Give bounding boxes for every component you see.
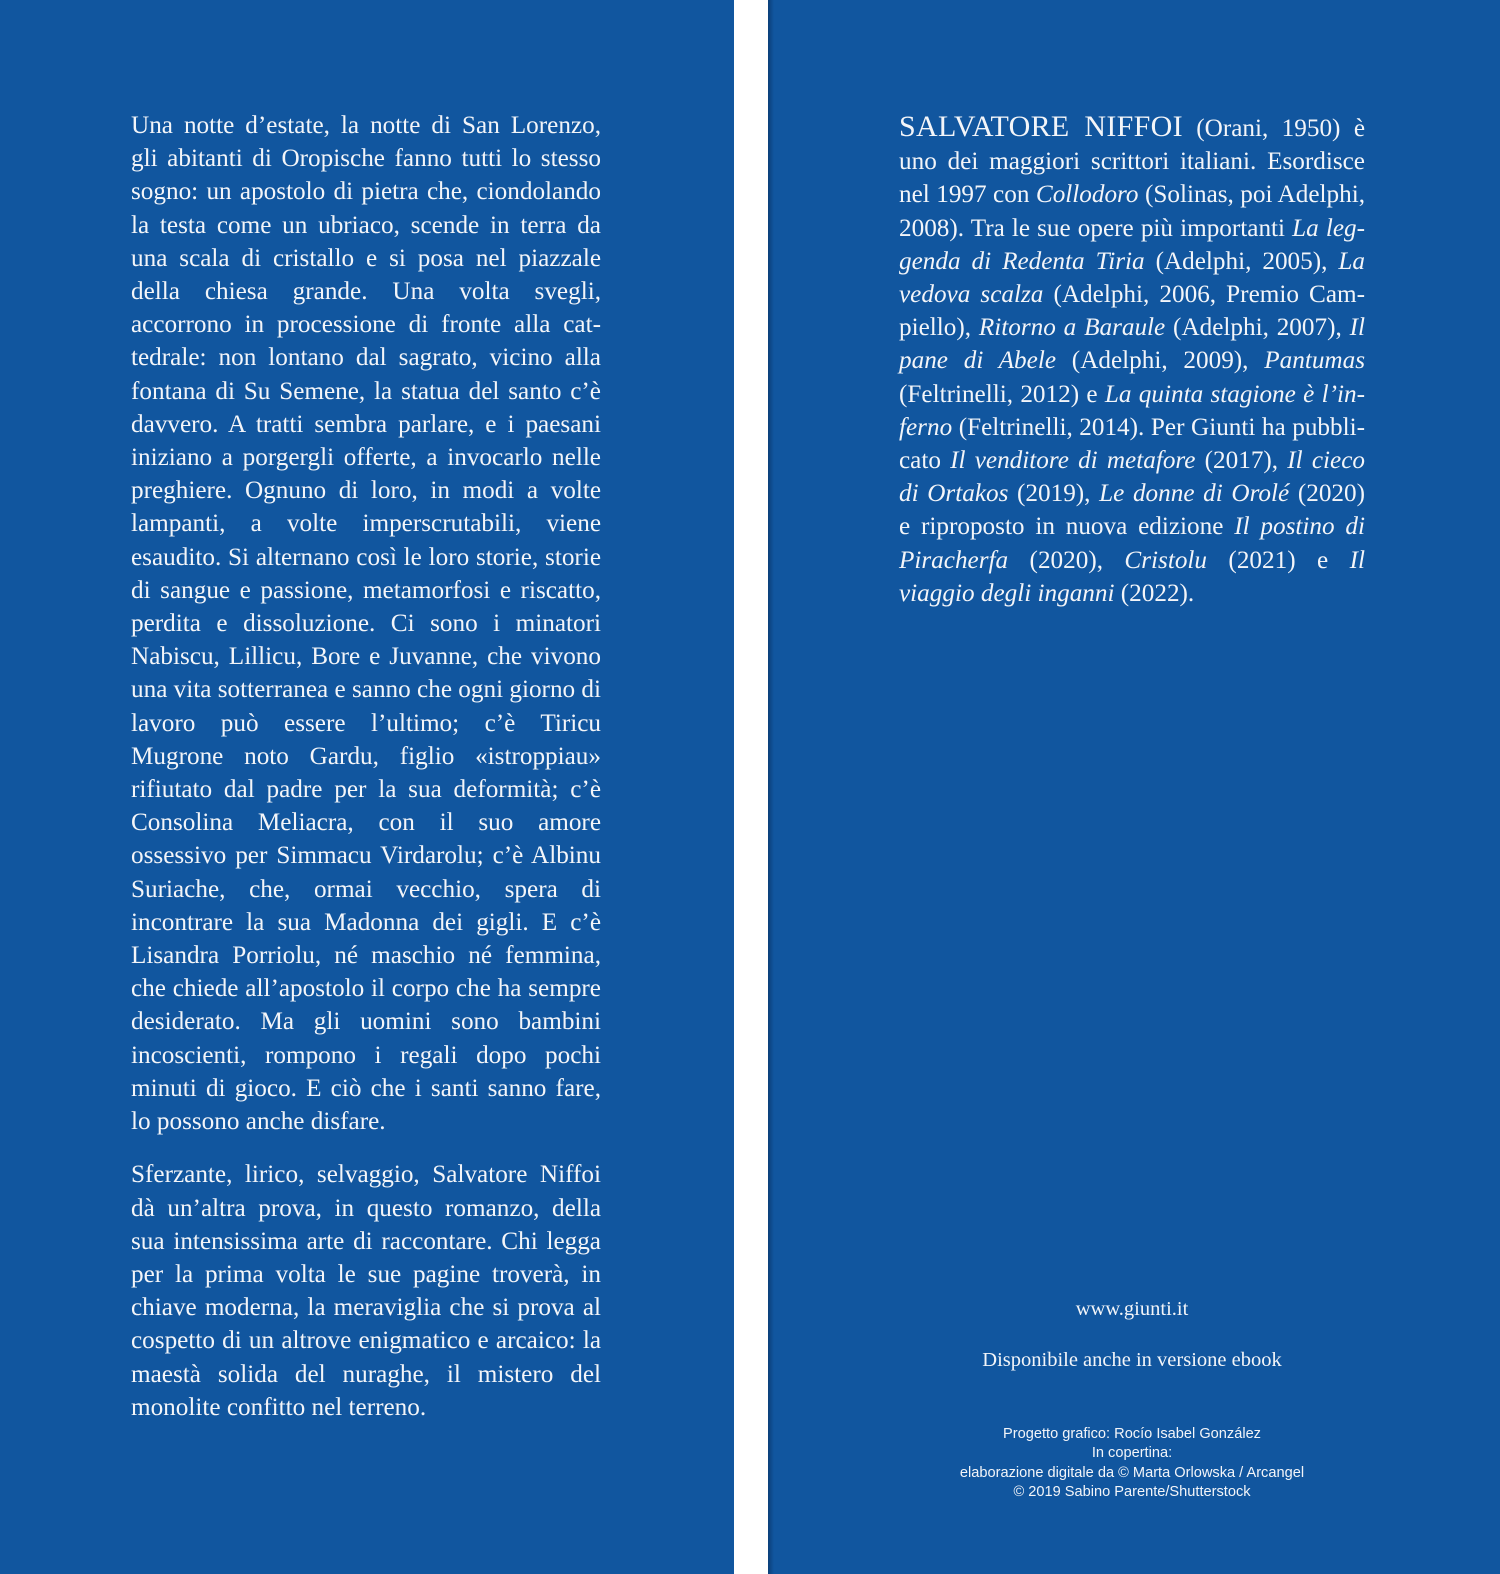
back-cover-left-panel (0, 0, 734, 1574)
ebook-note: Disponibile anche in versione ebook (982, 1349, 1282, 1371)
book-title: Collodoro (1035, 181, 1139, 209)
text-run: (2017), (1195, 447, 1288, 475)
book-title: Ritorno a Baraule (978, 314, 1166, 342)
book-title: Pantumas (1264, 347, 1366, 375)
text-run: (2020) e riproposto in nuova edizione (899, 480, 1365, 541)
text-run: Una notte d’estate, la notte di San Lorenzo, gli abitanti di Oropische fanno tutti lo stesso sogno: un apostolo di pietra che, ciondolando la testa come un ubriaco, scende in terra da una scala di cristallo e si posa nel piazzale della chiesa grande. Una volta svegli, accorrono in processione di fronte alla cattedrale: non lontano dal sagrato, vicino alla fontana di Su Semene, la statua del santo c’è davvero. A tratti sembra parlare, e i paesani iniziano a porgergli offerte, a invocarlo nelle preghiere. Ognuno di loro, in modi a volte lampanti, a volte imperscrutabili, viene esaudito. Si alternano così le loro storie, storie di sangue e passione, metamorfosi e riscatto, perdita e dissoluzione. Ci sono i minatori Nabiscu, Lillicu, Bore e Juvanne, che vivono una vita sotterranea e sanno che ogni giorno di lavoro può essere l’ultimo; c’è Tiricu Mugrone noto Gardu, figlio «istroppiau» rifiutato dal padre per la sua deformità; c’è Consolina Meliacra, con il suo amore ossessivo per Simmacu Virdarolu; c’è Albinu Suriache, che, ormai vecchio, spera di incontrare la sua Madonna dei gigli. E c’è Lisandra Porriolu, né maschio né femmina, che chiede all’apostolo il corpo che ha sempre desiderato. Ma gli uomini sono bambini incoscienti, rompono i regali dopo pochi minuti di gioco. E ciò che i santi sanno fare, lo possono anche disfare. (131, 112, 602, 1136)
text-run: (Adelphi, 2006, Premio Campiello), (899, 281, 1365, 342)
text-run: (Solinas, poi Adelphi, 2008). Tra le sue opere più importanti (899, 181, 1365, 242)
text-run: (Adelphi, 2009), (1056, 347, 1265, 375)
book-title: Il venditore di metafore (950, 447, 1196, 475)
synopsis-paragraph (131, 109, 601, 1138)
design-credits (899, 1425, 1365, 1502)
publisher-website: www.giunti.it (1075, 1298, 1189, 1320)
author-bio-column (899, 110, 1365, 610)
author-bio (899, 110, 1365, 610)
book-title: La leggenda di Redenta Tiria (899, 214, 1365, 275)
text-run: (Adelphi, 2007), (1165, 314, 1350, 342)
book-title: Il pane di Abele (899, 314, 1365, 375)
book-title: Il viaggio degli inganni (899, 546, 1365, 607)
review-paragraph (131, 1158, 601, 1424)
text-run: (2019), (1008, 480, 1100, 508)
text-run: (Adelphi, 2005), (1144, 247, 1339, 275)
cover-label: In copertina: (1091, 1445, 1173, 1462)
text-run: (2020), (1008, 546, 1125, 574)
text-run: (Feltrinelli, 2012) e (899, 380, 1105, 408)
book-title: Cristolu (1124, 546, 1208, 574)
book-title: Il postino di Piracherfa (899, 513, 1366, 574)
book-title: La quinta stagione è l’inferno (899, 380, 1365, 441)
book-title: Il cieco di Ortakos (899, 447, 1365, 508)
cover-credit-line: elaborazione digitale da © Marta Orlowska / Arcangel (959, 1464, 1305, 1481)
graphic-design-credit: Progetto grafico: Rocío Isabel González (1003, 1426, 1261, 1442)
synopsis-column (131, 109, 601, 1424)
author-name: SALVATORE NIFFOI (899, 110, 1183, 143)
back-cover-right-panel (768, 0, 1500, 1574)
book-title: Le donne di Orolé (1099, 480, 1290, 508)
text-run: (Feltrinelli, 2014). Per Giunti ha pubblicato (899, 413, 1365, 475)
text-run: (Orani, 1950) è uno dei maggiori scrittori italiani. Esordisce nel 1997 con (899, 115, 1365, 209)
fold-shadow (768, 0, 774, 1574)
cover-credit-line: © 2019 Sabino Parente/Shutterstock (1013, 1483, 1251, 1500)
book-title: La vedova scalza (899, 247, 1365, 309)
text-run: (2021) e (1207, 546, 1350, 574)
text-run: (2022). (1114, 579, 1195, 607)
text-run: Sferzante, lirico, selvaggio, Salvatore Niffoi dà un’altra prova, in questo romanzo, della sua intensissima arte di raccontare. Chi legga per la prima volta le sue pagine troverà, in chiave moderna, la meraviglia che si prova al cospetto di un altrove enigmatico e arcaico: la maestà solida del nuraghe, il mistero del monolite confitto nel terreno. (131, 1161, 601, 1421)
